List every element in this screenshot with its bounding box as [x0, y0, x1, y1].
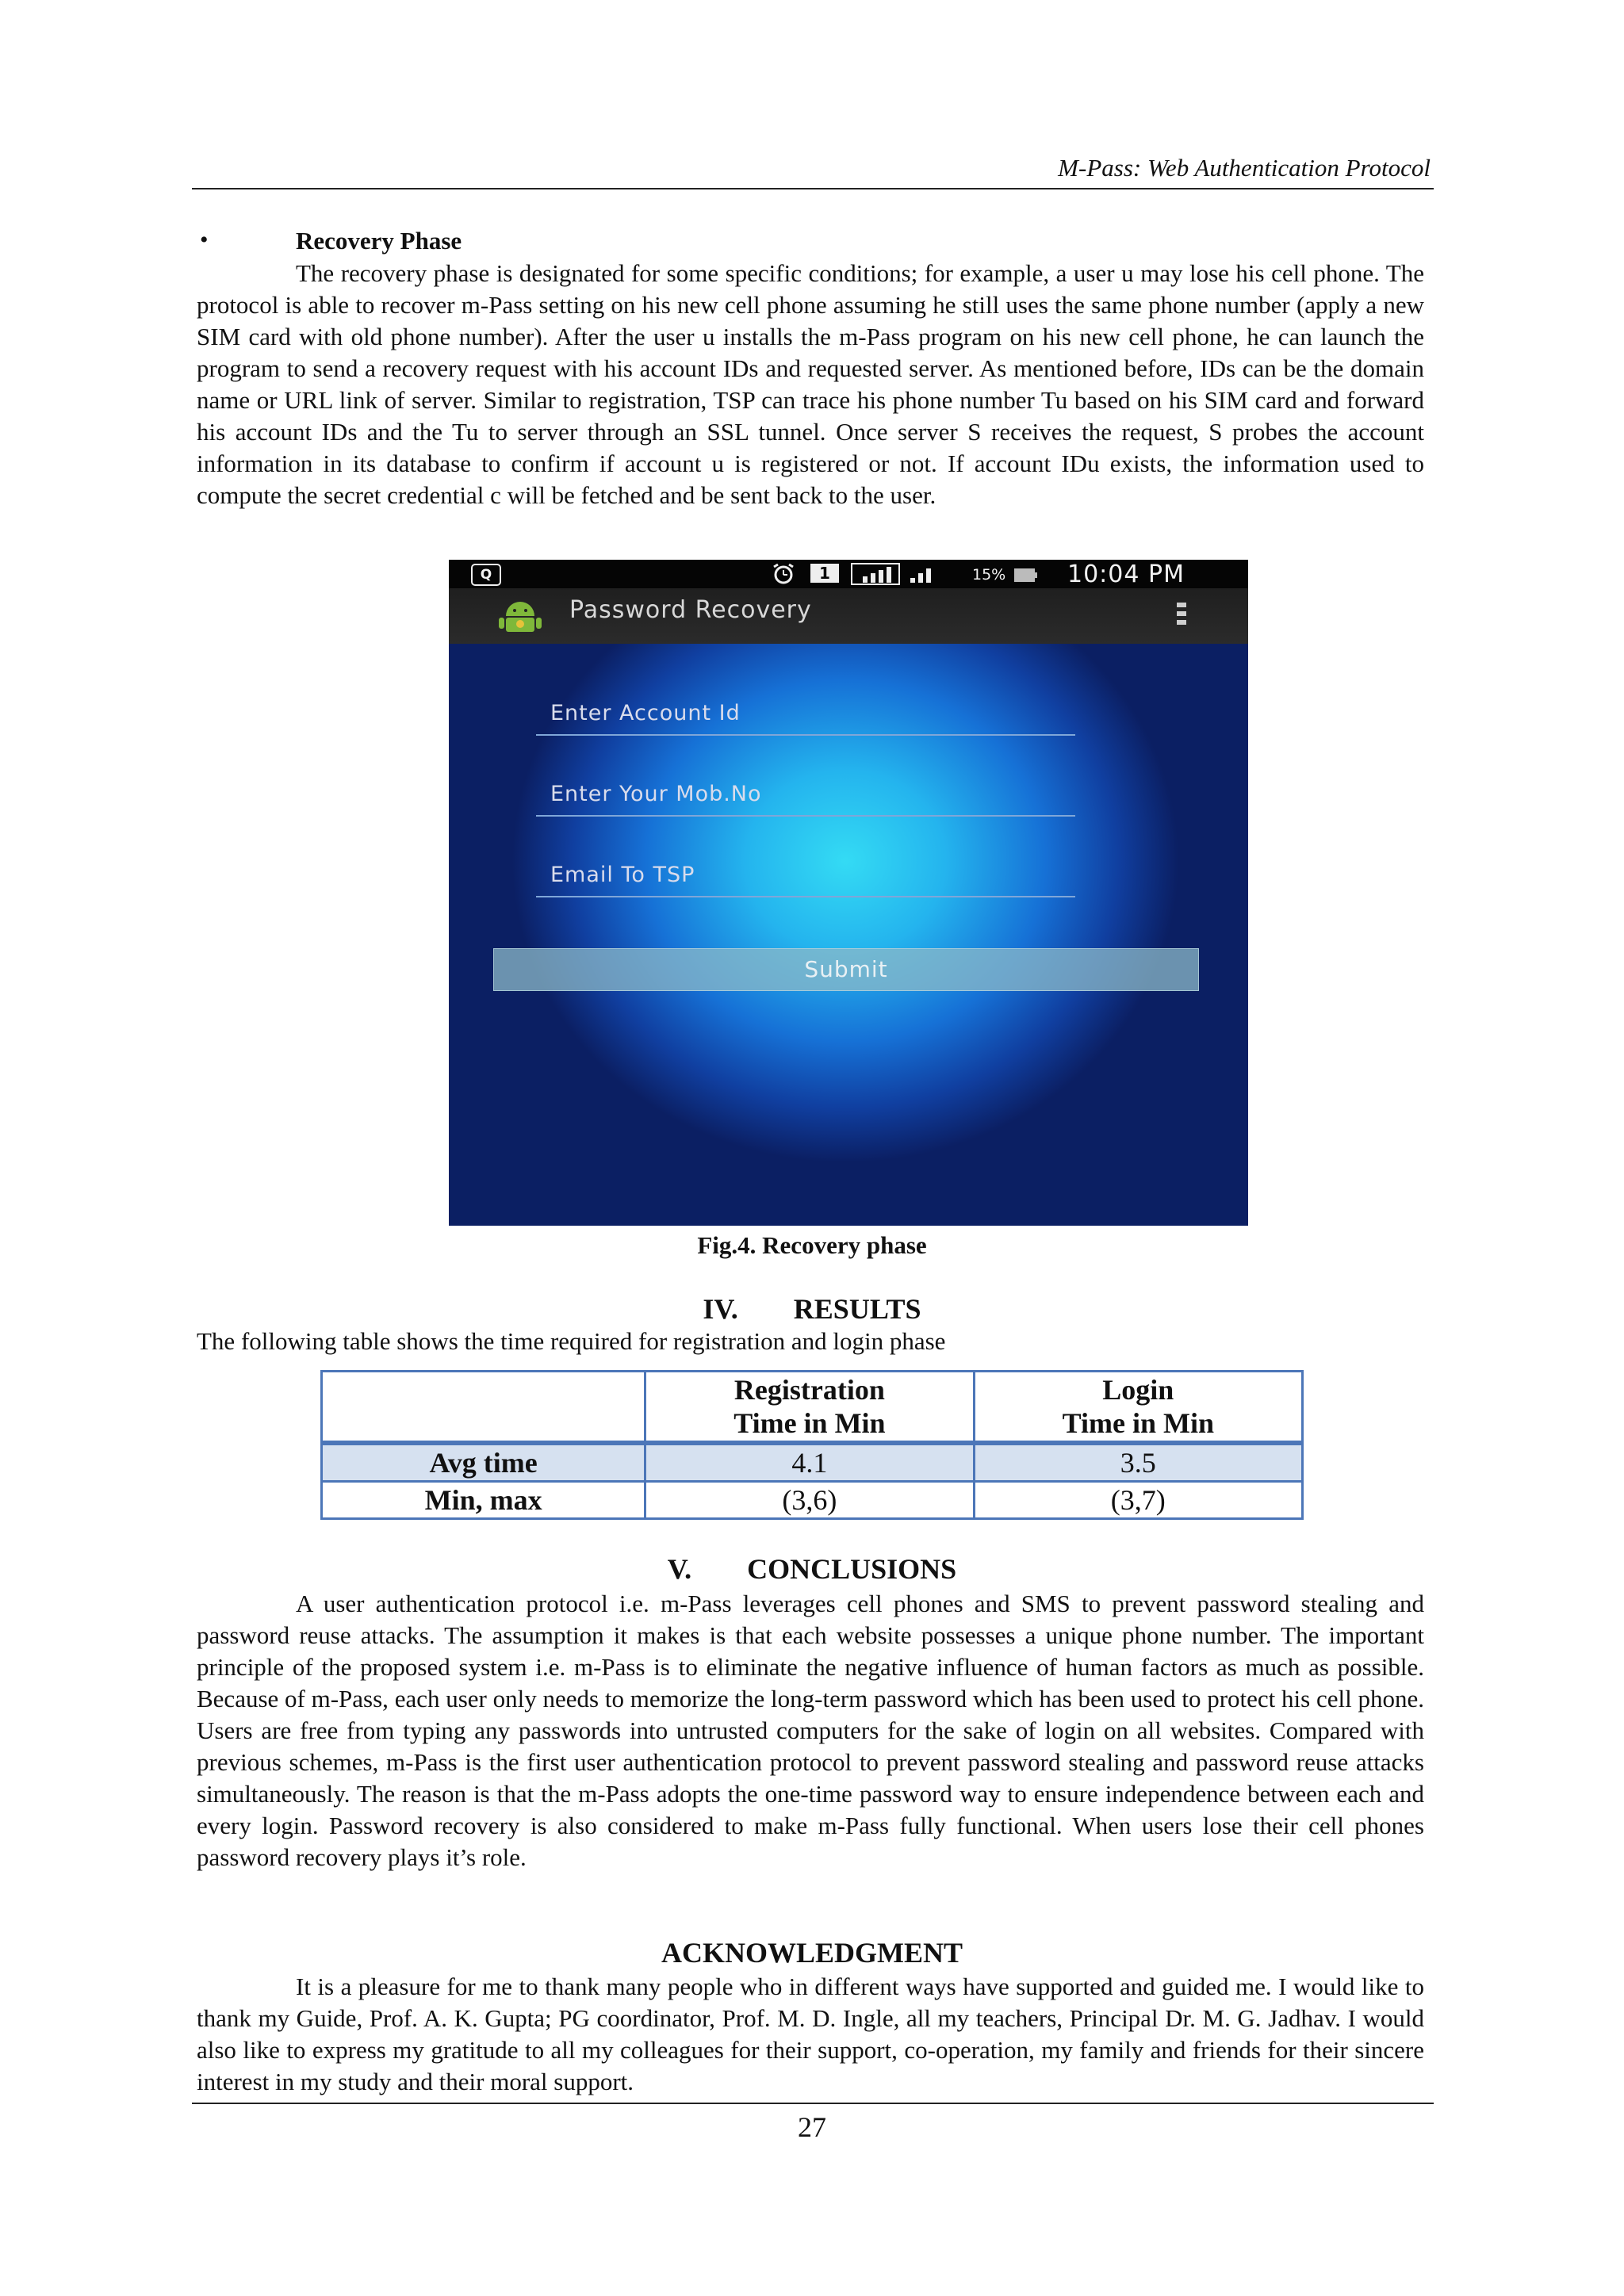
mobile-number-input[interactable]: [536, 769, 1075, 817]
submit-button[interactable]: Submit: [493, 948, 1199, 991]
results-section-title: RESULTS: [793, 1293, 921, 1325]
email-tsp-input[interactable]: [536, 850, 1075, 897]
footer-rule: [192, 2103, 1434, 2104]
recovery-paragraph: [197, 258, 1424, 511]
table-header-login: [974, 1372, 1302, 1444]
acknowledgment-paragraph: [197, 1971, 1424, 2098]
status-left-icon: Q: [471, 564, 501, 586]
status-bar: [449, 560, 1248, 588]
header-cell-line: Registration: [733, 1374, 885, 1406]
table-cell: (3,6): [645, 1482, 974, 1519]
phone-screen: [449, 560, 1248, 1226]
account-id-input[interactable]: [536, 688, 1075, 736]
email-tsp-underline: [536, 896, 1075, 897]
results-section-number: IV.: [703, 1293, 738, 1325]
table-cell: (3,7): [974, 1482, 1302, 1519]
table-cell: 4.1: [645, 1443, 974, 1482]
conclusions-paragraph: [197, 1588, 1424, 1873]
header-cell-line: Time in Min: [733, 1407, 886, 1439]
mobile-number-underline: [536, 815, 1075, 817]
email-tsp-placeholder: Email To TSP: [550, 863, 695, 887]
figure-caption: Fig.4. Recovery phase: [697, 1231, 927, 1259]
table-header-empty: [322, 1372, 645, 1444]
row-label: Avg time: [322, 1443, 645, 1482]
battery-percent: 15%: [972, 566, 1006, 584]
conclusions-paragraph-text: A user authentication protocol i.e. m-Pass leverages cell phones and SMS to prevent password stealing and password reuse attacks. The assumption it makes is that each website possesses a unique phone number. The important principle of the proposed system i.e. m-Pass is to eliminate the negative influence of human factors as much as possible. Because of m-Pass, each user only needs to memorize the long-term password which has been used to protect his cell phone. Users are free from typing any passwords into untrusted computers for the sake of login on all websites. Compared with previous schemes, m-Pass is the first user authentication protocol to prevent password stealing and password reuse attacks simultaneously. The reason is that the m-Pass adopts the one-time password way to ensure independence between each and every login. Password recovery is also considered to make m-Pass fully functional. When users lose their cell phones password recovery plays it’s role.: [197, 1590, 1424, 1871]
table-row: [322, 1443, 1303, 1482]
running-header: M-Pass: Web Authentication Protocol: [1058, 154, 1431, 182]
overflow-menu-icon[interactable]: [1177, 603, 1188, 629]
table-header-registration: [645, 1372, 974, 1444]
page-number: 27: [798, 2111, 826, 2143]
conclusions-heading: [0, 1552, 1624, 1586]
table-cell: 3.5: [974, 1443, 1302, 1482]
header-cell-line: Login: [1102, 1374, 1174, 1406]
app-title: Password Recovery: [569, 596, 812, 624]
table-header-row: [322, 1372, 1303, 1444]
signal-icon: [850, 562, 942, 586]
recovery-phase-heading: Recovery Phase: [296, 227, 462, 254]
app-bar: [449, 588, 1248, 644]
table-row: [322, 1482, 1303, 1519]
row-label: Min, max: [322, 1482, 645, 1519]
header-cell-line: Time in Min: [1062, 1407, 1214, 1439]
mobile-number-placeholder: Enter Your Mob.No: [550, 782, 762, 806]
results-table: [320, 1370, 1304, 1520]
account-id-placeholder: Enter Account Id: [550, 701, 741, 725]
conclusions-section-number: V.: [667, 1553, 692, 1585]
bullet-marker: •: [200, 227, 209, 253]
conclusions-section-title: CONCLUSIONS: [747, 1553, 957, 1585]
recovery-paragraph-text: The recovery phase is designated for some specific conditions; for example, a user u may lose his cell phone. The protocol is able to recover m-Pass setting on his new cell phone assuming he still uses the same phone number (apply a new SIM card with old phone number). After the user u installs the m-Pass program on his new cell phone, he can launch the program to send a recovery request with his account IDs and requested server. As mentioned before, IDs can be the domain name or URL link of server. Similar to registration, TSP can trace his phone number Tu based on his SIM card and forward his account IDs and the Tu to server through an SSL tunnel. Once server S receives the request, S probes the account information in its database to confirm if account u is registered or not. If account IDu exists, the information used to compute the secret credential c will be fetched and be sent back to the user.: [197, 259, 1424, 509]
account-id-underline: [536, 734, 1075, 736]
results-intro: The following table shows the time required for registration and login phase: [197, 1327, 946, 1355]
battery-icon: [1013, 566, 1037, 584]
status-time: 10:04 PM: [1067, 561, 1185, 588]
android-icon: [496, 600, 544, 633]
recovery-screenshot-figure: [449, 560, 1248, 1226]
acknowledgment-heading: ACKNOWLEDGMENT: [661, 1937, 963, 1969]
results-heading: [0, 1292, 1624, 1326]
header-rule: [192, 188, 1434, 189]
acknowledgment-paragraph-text: It is a pleasure for me to thank many people who in different ways have supported and guided me. I would like to thank my Guide, Prof. A. K. Gupta; PG coordinator, Prof. M. D. Ingle, all my teachers, Principal Dr. M. G. Jadhav. I would also like to express my gratitude to all my colleagues for their support, co-operation, my family and friends for their sincere interest in my study and their moral support.: [197, 1973, 1424, 2095]
notification-badge: 1: [810, 564, 839, 583]
alarm-icon: [769, 563, 798, 585]
